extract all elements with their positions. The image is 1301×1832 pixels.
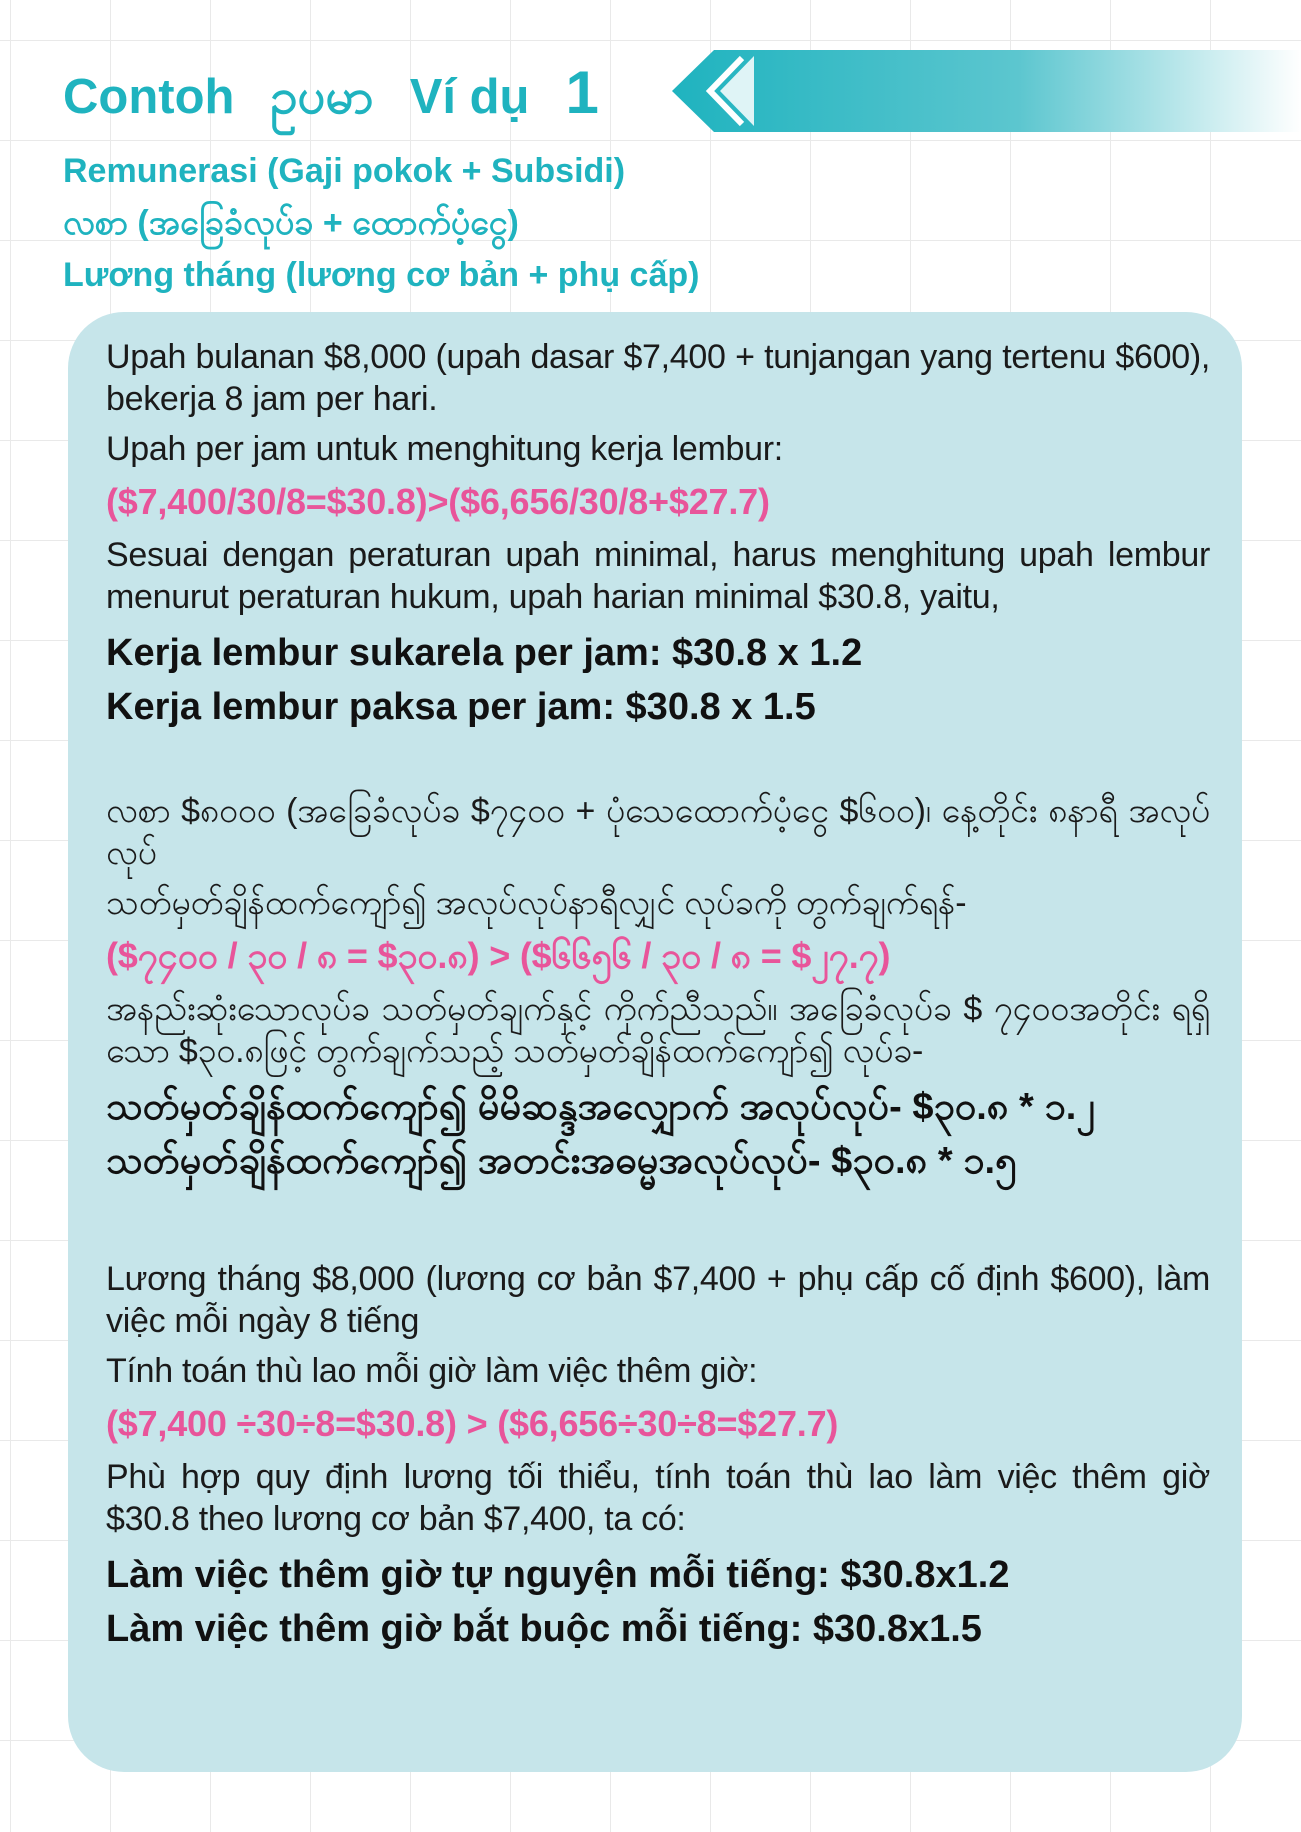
subtitle-vietnamese: Lương tháng (lương cơ bản + phụ cấp): [63, 256, 700, 294]
section-vietnamese: [106, 1258, 1210, 1656]
section-divider-space: [106, 1188, 1210, 1258]
overtime-mandatory-line: Làm việc thêm giờ bắt buộc mỗi tiếng: $30.8x1.5: [106, 1608, 982, 1650]
subtitle-block: [63, 145, 699, 301]
formula-line: ($7,400 ÷30÷8=$30.8) > ($6,656÷30÷8=$27.7): [106, 1403, 839, 1444]
section-paragraph: Upah per jam untuk menghitung kerja lembur:: [106, 430, 783, 468]
section-paragraph: သတ်မှတ်ချိန်ထက်ကျော်၍ အလုပ်လုပ်နာရီလျှင် လုပ်ခကို တွက်ချက်ရန်-: [106, 884, 967, 922]
overtime-voluntary-line: Kerja lembur sukarela per jam: $30.8 x 1.2: [106, 632, 863, 674]
section-paragraph: Sesuai dengan peraturan upah minimal, harus menghitung upah lembur menurut peraturan hukum, upah harian minimal $30.8, yaitu,: [106, 536, 1210, 616]
section-paragraph: လစာ $၈၀၀၀ (အခြေခံလုပ်ခ $၇၄၀၀ + ပုံသေထောက်ပံ့ငွေ $၆၀၀)၊ နေ့တိုင်း ၈နာရီ အလုပ်လုပ်: [106, 792, 1210, 872]
section-paragraph: Phù hợp quy định lương tối thiểu, tính toán thù lao làm việc thêm giờ $30.8 theo lương cơ bản $7,400, ta có:: [106, 1458, 1210, 1538]
overtime-mandatory-line: Kerja lembur paksa per jam: $30.8 x 1.5: [106, 686, 816, 728]
title-word-vietnamese: Ví dụ: [409, 70, 530, 124]
formula-line: ($၇၄၀၀ / ၃၀ / ၈ = $၃၀.၈) > ($၆၆၅၆ / ၃၀ / ၈ = $၂၇.၇): [106, 935, 891, 976]
subtitle-burmese: လစာ (အခြေခံလုပ်ခ + ထောက်ပံ့ငွေ): [63, 204, 519, 242]
section-burmese: [106, 790, 1210, 1188]
section-indonesian: [106, 336, 1210, 734]
title-word-indonesian: Contoh: [63, 70, 235, 124]
formula-line: ($7,400/30/8=$30.8)>($6,656/30/8+$27.7): [106, 481, 770, 522]
section-divider-space: [106, 734, 1210, 790]
subtitle-indonesian: Remunerasi (Gaji pokok + Subsidi): [63, 152, 626, 190]
content-body: [106, 336, 1210, 1656]
title-word-burmese: ဥပမာ: [270, 70, 374, 124]
overtime-mandatory-line: သတ်မှတ်ချိန်ထက်ကျော်၍ အတင်းအဓမ္မအလုပ်လုပ်- $၃၀.၈ * ၁.၅: [106, 1140, 1017, 1182]
overtime-voluntary-line: သတ်မှတ်ချိန်ထက်ကျော်၍ မိမိဆန္ဒအလျှောက် အလုပ်လုပ်- $၃၀.၈ * ၁.၂: [106, 1086, 1095, 1128]
overtime-voluntary-line: Làm việc thêm giờ tự nguyện mỗi tiếng: $30.8x1.2: [106, 1554, 1010, 1596]
section-paragraph: Tính toán thù lao mỗi giờ làm việc thêm giờ:: [106, 1352, 758, 1390]
section-paragraph: Lương tháng $8,000 (lương cơ bản $7,400 + phụ cấp cố định $600), làm việc mỗi ngày 8 tiếng: [106, 1260, 1210, 1340]
page-title: [63, 58, 599, 137]
section-paragraph: Upah bulanan $8,000 (upah dasar $7,400 + tunjangan yang tertenu $600), bekerja 8 jam per hari.: [106, 338, 1210, 418]
section-paragraph: အနည်းဆုံးသောလုပ်ခ သတ်မှတ်ချက်နှင့် ကိုက်ညီသည်။ အခြေခံလုပ်ခ $ ၇၄၀၀အတိုင်း ရရှိသော $၃၀.၈ဖြင့် တွက်ချက်သည့် သတ်မှတ်ချိန်ထက်ကျော်၍ လုပ်ခ-: [106, 990, 1210, 1070]
double-chevron-left-icon: [672, 50, 1301, 132]
example-number: 1: [565, 59, 599, 126]
